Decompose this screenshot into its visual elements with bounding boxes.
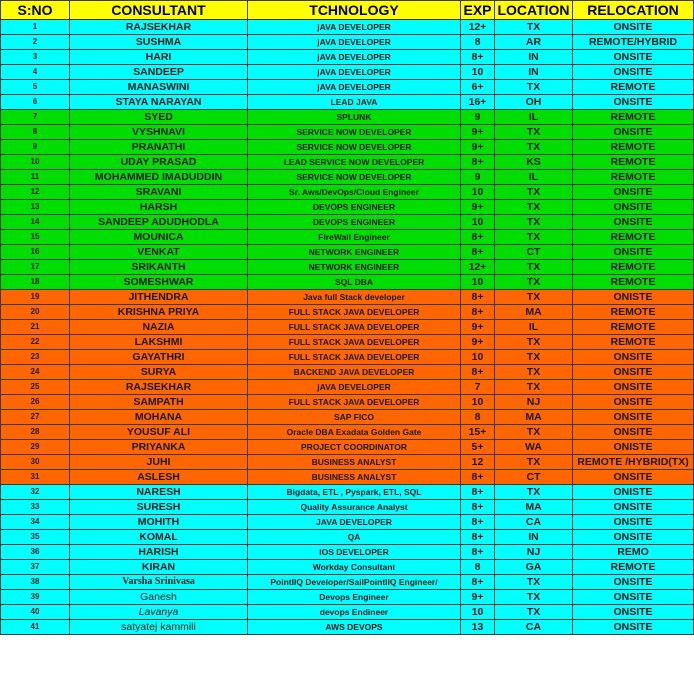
cell-consultant: SRIKANTH (70, 260, 248, 275)
cell-exp: 10 (461, 185, 495, 200)
cell-technology: Workday Consultant (248, 560, 461, 575)
cell-technology: DEVOPS ENGINEER (248, 215, 461, 230)
cell-exp: 9+ (461, 140, 495, 155)
cell-exp: 8 (461, 35, 495, 50)
table-row (1, 395, 694, 410)
cell-technology: SERVICE NOW DEVELOPER (248, 140, 461, 155)
table-row (1, 275, 694, 290)
cell-exp: 9+ (461, 200, 495, 215)
cell-sno: 24 (1, 365, 70, 380)
table-row (1, 470, 694, 485)
table-row (1, 155, 694, 170)
cell-sno: 1 (1, 20, 70, 35)
cell-consultant: SOMESHWAR (70, 275, 248, 290)
cell-consultant: ASLESH (70, 470, 248, 485)
cell-technology: PointIIQ Developer/SailPointIIQ Engineer/ (248, 575, 461, 590)
cell-sno: 35 (1, 530, 70, 545)
table-row (1, 80, 694, 95)
header-consultant: CONSULTANT (70, 1, 248, 20)
cell-consultant: RAJSEKHAR (70, 20, 248, 35)
cell-sno: 23 (1, 350, 70, 365)
cell-sno: 28 (1, 425, 70, 440)
cell-location: IN (495, 530, 573, 545)
cell-consultant: HARSH (70, 200, 248, 215)
cell-location: TX (495, 605, 573, 620)
cell-technology: jAVA DEVELOPER (248, 20, 461, 35)
cell-consultant: NAZIA (70, 320, 248, 335)
cell-sno: 20 (1, 305, 70, 320)
cell-relocation: REMOTE (573, 80, 694, 95)
cell-sno: 27 (1, 410, 70, 425)
cell-location: CT (495, 470, 573, 485)
table-row (1, 110, 694, 125)
table-row (1, 245, 694, 260)
cell-location: MA (495, 305, 573, 320)
table-row (1, 350, 694, 365)
cell-exp: 9+ (461, 320, 495, 335)
cell-relocation: ONSITE (573, 365, 694, 380)
cell-sno: 12 (1, 185, 70, 200)
cell-location: NJ (495, 395, 573, 410)
cell-exp: 10 (461, 350, 495, 365)
cell-location: TX (495, 575, 573, 590)
table-row (1, 380, 694, 395)
cell-consultant: MOHAMMED IMADUDDIN (70, 170, 248, 185)
cell-location: OH (495, 95, 573, 110)
cell-technology: jAVA DEVELOPER (248, 50, 461, 65)
cell-consultant: KIRAN (70, 560, 248, 575)
cell-consultant: Lavanya (70, 605, 248, 620)
cell-sno: 11 (1, 170, 70, 185)
cell-exp: 8+ (461, 50, 495, 65)
cell-exp: 8 (461, 410, 495, 425)
cell-exp: 8+ (461, 230, 495, 245)
cell-sno: 10 (1, 155, 70, 170)
cell-location: TX (495, 125, 573, 140)
cell-location: TX (495, 200, 573, 215)
cell-sno: 40 (1, 605, 70, 620)
cell-exp: 8 (461, 560, 495, 575)
cell-sno: 13 (1, 200, 70, 215)
header-technology: TCHNOLOGY (248, 1, 461, 20)
cell-consultant: SRAVANI (70, 185, 248, 200)
table-row (1, 20, 694, 35)
cell-sno: 25 (1, 380, 70, 395)
cell-location: WA (495, 440, 573, 455)
cell-sno: 19 (1, 290, 70, 305)
cell-relocation: REMOTE (573, 335, 694, 350)
cell-location: IL (495, 110, 573, 125)
table-row (1, 590, 694, 605)
cell-consultant: MOHANA (70, 410, 248, 425)
cell-consultant: UDAY PRASAD (70, 155, 248, 170)
cell-sno: 33 (1, 500, 70, 515)
table-row (1, 410, 694, 425)
table-row (1, 170, 694, 185)
cell-location: TX (495, 20, 573, 35)
table-row (1, 290, 694, 305)
cell-location: TX (495, 230, 573, 245)
cell-relocation: ONSITE (573, 350, 694, 365)
cell-technology: jAVA DEVELOPER (248, 80, 461, 95)
cell-sno: 7 (1, 110, 70, 125)
cell-relocation: REMOTE/HYBRID (573, 35, 694, 50)
table-row (1, 50, 694, 65)
cell-technology: FULL STACK JAVA DEVELOPER (248, 335, 461, 350)
cell-exp: 13 (461, 620, 495, 635)
cell-relocation: ONISTE (573, 485, 694, 500)
cell-technology: SPLUNK (248, 110, 461, 125)
cell-consultant: SUSHMA (70, 35, 248, 50)
cell-sno: 34 (1, 515, 70, 530)
cell-relocation: REMOTE (573, 320, 694, 335)
cell-exp: 10 (461, 275, 495, 290)
table-row (1, 440, 694, 455)
cell-technology: JAVA DEVELOPER (248, 515, 461, 530)
cell-exp: 8+ (461, 155, 495, 170)
cell-sno: 21 (1, 320, 70, 335)
cell-location: TX (495, 425, 573, 440)
cell-sno: 36 (1, 545, 70, 560)
cell-relocation: ONSITE (573, 410, 694, 425)
cell-consultant: VYSHNAVI (70, 125, 248, 140)
cell-sno: 18 (1, 275, 70, 290)
cell-sno: 8 (1, 125, 70, 140)
cell-relocation: ONSITE (573, 425, 694, 440)
cell-exp: 9 (461, 170, 495, 185)
cell-location: TX (495, 215, 573, 230)
cell-exp: 10 (461, 605, 495, 620)
cell-exp: 9+ (461, 335, 495, 350)
cell-technology: jAVA DEVELOPER (248, 35, 461, 50)
cell-technology: Sr. Aws/DevOps/Cloud Engineer (248, 185, 461, 200)
cell-sno: 22 (1, 335, 70, 350)
header-exp: EXP (461, 1, 495, 20)
cell-sno: 16 (1, 245, 70, 260)
cell-relocation: ONSITE (573, 215, 694, 230)
cell-exp: 15+ (461, 425, 495, 440)
cell-consultant: Varsha Srinivasa (70, 575, 248, 590)
cell-technology: LEAD SERVICE NOW DEVELOPER (248, 155, 461, 170)
table-row (1, 260, 694, 275)
cell-technology: LEAD JAVA (248, 95, 461, 110)
cell-exp: 12 (461, 455, 495, 470)
cell-exp: 8+ (461, 485, 495, 500)
cell-exp: 8+ (461, 530, 495, 545)
cell-consultant: SURYA (70, 365, 248, 380)
cell-consultant: RAJSEKHAR (70, 380, 248, 395)
cell-consultant: KOMAL (70, 530, 248, 545)
cell-relocation: ONSITE (573, 470, 694, 485)
cell-exp: 9+ (461, 590, 495, 605)
cell-consultant: Ganesh (70, 590, 248, 605)
table-row (1, 200, 694, 215)
cell-consultant: YOUSUF ALI (70, 425, 248, 440)
table-row (1, 65, 694, 80)
cell-sno: 39 (1, 590, 70, 605)
cell-relocation: REMOTE (573, 260, 694, 275)
table-row (1, 560, 694, 575)
table-row (1, 305, 694, 320)
cell-location: TX (495, 380, 573, 395)
table-body (1, 20, 694, 635)
cell-technology: SERVICE NOW DEVELOPER (248, 125, 461, 140)
cell-technology: SAP FICO (248, 410, 461, 425)
cell-location: NJ (495, 545, 573, 560)
table-row (1, 605, 694, 620)
cell-technology: Quality Assurance Analyst (248, 500, 461, 515)
cell-relocation: ONSITE (573, 50, 694, 65)
header-relocation: RELOCATION (573, 1, 694, 20)
cell-sno: 9 (1, 140, 70, 155)
cell-location: TX (495, 185, 573, 200)
cell-relocation: REMOTE (573, 110, 694, 125)
table-row (1, 125, 694, 140)
table-header (1, 1, 694, 20)
cell-exp: 12+ (461, 20, 495, 35)
cell-technology: PROJECT COORDINATOR (248, 440, 461, 455)
cell-consultant: PRANATHI (70, 140, 248, 155)
cell-relocation: ONSITE (573, 395, 694, 410)
cell-exp: 9+ (461, 125, 495, 140)
cell-technology: jAVA DEVELOPER (248, 65, 461, 80)
cell-relocation: ONSITE (573, 200, 694, 215)
table-row (1, 230, 694, 245)
cell-sno: 29 (1, 440, 70, 455)
cell-technology: BUSINESS ANALYST (248, 455, 461, 470)
cell-exp: 6+ (461, 80, 495, 95)
cell-technology: jAVA DEVELOPER (248, 380, 461, 395)
cell-exp: 8+ (461, 305, 495, 320)
cell-relocation: ONSITE (573, 620, 694, 635)
cell-consultant: MANASWINI (70, 80, 248, 95)
cell-technology: FULL STACK JAVA DEVELOPER (248, 320, 461, 335)
cell-relocation: ONSITE (573, 590, 694, 605)
cell-location: TX (495, 290, 573, 305)
cell-technology: Java full Stack developer (248, 290, 461, 305)
cell-consultant: KRISHNA PRIYA (70, 305, 248, 320)
table-row (1, 335, 694, 350)
cell-location: IN (495, 65, 573, 80)
table-row (1, 455, 694, 470)
cell-consultant: SANDEEP ADUDHODLA (70, 215, 248, 230)
cell-relocation: REMOTE (573, 305, 694, 320)
cell-technology: DEVOPS ENGINEER (248, 200, 461, 215)
cell-location: TX (495, 455, 573, 470)
header-row (1, 1, 694, 20)
cell-relocation: ONSITE (573, 515, 694, 530)
cell-exp: 10 (461, 215, 495, 230)
cell-technology: BUSINESS ANALYST (248, 470, 461, 485)
cell-relocation: REMOTE (573, 170, 694, 185)
table-row (1, 185, 694, 200)
cell-consultant: SYED (70, 110, 248, 125)
cell-sno: 2 (1, 35, 70, 50)
cell-consultant: JITHENDRA (70, 290, 248, 305)
cell-relocation: ONSITE (573, 185, 694, 200)
table-row (1, 425, 694, 440)
cell-consultant: HARI (70, 50, 248, 65)
cell-technology: FULL STACK JAVA DEVELOPER (248, 305, 461, 320)
cell-sno: 26 (1, 395, 70, 410)
cell-exp: 8+ (461, 290, 495, 305)
cell-consultant: SURESH (70, 500, 248, 515)
table-row (1, 575, 694, 590)
header-sno: S:NO (1, 1, 70, 20)
cell-location: KS (495, 155, 573, 170)
cell-technology: AWS DEVOPS (248, 620, 461, 635)
cell-technology: NETWORK ENGINEER (248, 245, 461, 260)
cell-technology: IOS DEVELOPER (248, 545, 461, 560)
cell-relocation: REMOTE (573, 230, 694, 245)
cell-location: CA (495, 620, 573, 635)
cell-location: TX (495, 80, 573, 95)
cell-sno: 31 (1, 470, 70, 485)
cell-exp: 16+ (461, 95, 495, 110)
cell-location: IL (495, 320, 573, 335)
cell-exp: 8+ (461, 470, 495, 485)
cell-consultant: MOUNICA (70, 230, 248, 245)
cell-consultant: JUHI (70, 455, 248, 470)
cell-technology: Devops Engineer (248, 590, 461, 605)
cell-relocation: REMOTE (573, 275, 694, 290)
cell-relocation: ONSITE (573, 245, 694, 260)
cell-technology: FULL STACK JAVA DEVELOPER (248, 350, 461, 365)
cell-consultant: PRIYANKA (70, 440, 248, 455)
cell-sno: 14 (1, 215, 70, 230)
cell-relocation: REMOTE (573, 140, 694, 155)
cell-sno: 30 (1, 455, 70, 470)
cell-consultant: STAYA NARAYAN (70, 95, 248, 110)
cell-relocation: REMOTE (573, 560, 694, 575)
cell-location: CT (495, 245, 573, 260)
cell-location: TX (495, 365, 573, 380)
cell-exp: 8+ (461, 515, 495, 530)
cell-consultant: LAKSHMI (70, 335, 248, 350)
table-row (1, 95, 694, 110)
cell-relocation: ONSITE (573, 605, 694, 620)
table-row (1, 365, 694, 380)
cell-location: TX (495, 140, 573, 155)
header-location: LOCATION (495, 1, 573, 20)
cell-sno: 38 (1, 575, 70, 590)
cell-relocation: ONSITE (573, 500, 694, 515)
cell-relocation: ONSITE (573, 65, 694, 80)
cell-relocation: REMO (573, 545, 694, 560)
cell-sno: 41 (1, 620, 70, 635)
cell-consultant: SAMPATH (70, 395, 248, 410)
cell-relocation: REMOTE /HYBRID(TX) (573, 455, 694, 470)
cell-location: TX (495, 275, 573, 290)
cell-exp: 10 (461, 65, 495, 80)
table-row (1, 320, 694, 335)
cell-consultant: NARESH (70, 485, 248, 500)
cell-technology: Bigdata, ETL , Pyspark, ETL, SQL (248, 485, 461, 500)
cell-relocation: ONISTE (573, 290, 694, 305)
cell-technology: devops Endineer (248, 605, 461, 620)
cell-exp: 12+ (461, 260, 495, 275)
cell-exp: 8+ (461, 575, 495, 590)
cell-exp: 8+ (461, 545, 495, 560)
cell-relocation: ONSITE (573, 380, 694, 395)
cell-consultant: VENKAT (70, 245, 248, 260)
cell-relocation: ONSITE (573, 125, 694, 140)
cell-exp: 5+ (461, 440, 495, 455)
cell-location: TX (495, 350, 573, 365)
cell-relocation: ONSITE (573, 95, 694, 110)
cell-sno: 5 (1, 80, 70, 95)
table-row (1, 515, 694, 530)
cell-exp: 8+ (461, 500, 495, 515)
cell-location: TX (495, 335, 573, 350)
cell-location: IN (495, 50, 573, 65)
cell-location: TX (495, 590, 573, 605)
cell-location: GA (495, 560, 573, 575)
cell-location: CA (495, 515, 573, 530)
cell-location: TX (495, 260, 573, 275)
cell-technology: FULL STACK JAVA DEVELOPER (248, 395, 461, 410)
cell-technology: BACKEND JAVA DEVELOPER (248, 365, 461, 380)
cell-sno: 32 (1, 485, 70, 500)
cell-technology: Oracle DBA Exadata Golden Gate (248, 425, 461, 440)
cell-technology: FireWall Engineer (248, 230, 461, 245)
cell-consultant: GAYATHRI (70, 350, 248, 365)
cell-technology: SERVICE NOW DEVELOPER (248, 170, 461, 185)
cell-exp: 9 (461, 110, 495, 125)
cell-relocation: ONSITE (573, 530, 694, 545)
table-row (1, 530, 694, 545)
cell-exp: 8+ (461, 365, 495, 380)
cell-relocation: ONISTE (573, 440, 694, 455)
cell-sno: 4 (1, 65, 70, 80)
cell-exp: 7 (461, 380, 495, 395)
cell-relocation: ONSITE (573, 20, 694, 35)
cell-consultant: SANDEEP (70, 65, 248, 80)
cell-location: AR (495, 35, 573, 50)
cell-relocation: REMOTE (573, 155, 694, 170)
cell-consultant: satyatej kammili (70, 620, 248, 635)
cell-relocation: ONSITE (573, 575, 694, 590)
cell-sno: 3 (1, 50, 70, 65)
cell-technology: SQL DBA (248, 275, 461, 290)
table-row (1, 215, 694, 230)
cell-sno: 37 (1, 560, 70, 575)
table-row (1, 500, 694, 515)
table-row (1, 485, 694, 500)
cell-sno: 17 (1, 260, 70, 275)
cell-location: IL (495, 170, 573, 185)
table-row (1, 545, 694, 560)
table-row (1, 140, 694, 155)
table-row (1, 620, 694, 635)
cell-location: MA (495, 500, 573, 515)
cell-exp: 10 (461, 395, 495, 410)
cell-exp: 8+ (461, 245, 495, 260)
cell-consultant: HARISH (70, 545, 248, 560)
cell-sno: 15 (1, 230, 70, 245)
table-row (1, 35, 694, 50)
cell-consultant: MOHITH (70, 515, 248, 530)
cell-sno: 6 (1, 95, 70, 110)
cell-location: TX (495, 485, 573, 500)
cell-location: MA (495, 410, 573, 425)
cell-technology: NETWORK ENGINEER (248, 260, 461, 275)
cell-technology: QA (248, 530, 461, 545)
